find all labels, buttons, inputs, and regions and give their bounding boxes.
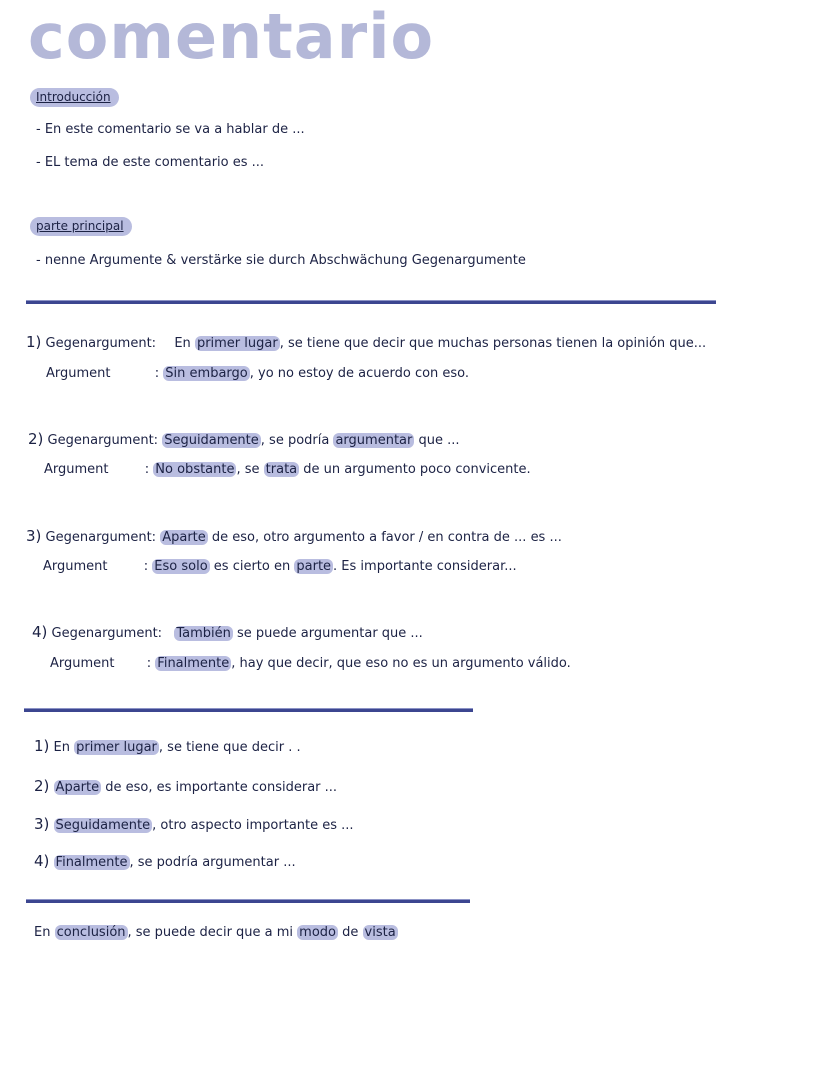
summary-item-2	[34, 777, 337, 795]
text: :	[144, 462, 154, 477]
divider-rule	[26, 899, 470, 903]
argument-1	[46, 366, 469, 381]
text: En	[174, 336, 195, 351]
divider-rule	[24, 708, 473, 712]
text: es cierto en	[209, 559, 295, 574]
text: se puede argumentar que ...	[232, 626, 423, 641]
highlight: Eso solo	[154, 559, 208, 574]
page-title: comentario	[28, 0, 435, 73]
gegenargument-label: Gegenargument:	[45, 530, 157, 545]
highlight: primer lugar	[196, 336, 278, 351]
gegenargument-4	[32, 623, 423, 641]
gegenargument-2	[28, 430, 460, 448]
text: de eso, es importante considerar ...	[101, 780, 338, 795]
text: :	[154, 366, 164, 381]
gegenargument-3	[26, 527, 562, 545]
gegenargument-label: Gegenargument:	[45, 336, 157, 351]
text: :	[146, 656, 156, 671]
highlight: trata	[265, 462, 298, 477]
highlight: argumentar	[335, 433, 413, 448]
highlight: modo	[299, 925, 336, 940]
highlight: conclusión	[56, 925, 126, 940]
argument-4	[50, 656, 571, 671]
text: En	[34, 925, 55, 940]
text: , yo no estoy de acuerdo con eso.	[249, 366, 470, 381]
text: , se tiene que decir . .	[158, 740, 301, 755]
item-number: 4)	[32, 623, 48, 641]
conclusion-line	[34, 925, 398, 940]
text: :	[143, 559, 153, 574]
item-number: 1)	[34, 737, 50, 755]
highlight: primer lugar	[76, 740, 157, 755]
highlight: Finalmente	[157, 656, 230, 671]
summary-item-3	[34, 815, 354, 833]
intro-tag: Introducción	[30, 88, 119, 107]
argument-2	[44, 462, 531, 477]
text: , se podría	[260, 433, 334, 448]
highlight: Seguidamente	[164, 433, 259, 448]
highlight: Aparte	[162, 530, 206, 545]
highlight: Seguidamente	[55, 818, 151, 833]
item-number: 3)	[34, 815, 50, 833]
text: de	[338, 925, 363, 940]
argument-label: Argument	[44, 462, 109, 477]
highlight: parte	[296, 559, 332, 574]
gegenargument-1	[26, 333, 706, 351]
text: de un argumento poco convicente.	[299, 462, 531, 477]
text: , se	[236, 462, 264, 477]
item-number: 1)	[26, 333, 42, 351]
argument-3	[43, 559, 517, 574]
argument-label: Argument	[43, 559, 108, 574]
item-number: 2)	[34, 777, 50, 795]
text: . Es importante considerar...	[333, 559, 517, 574]
argument-label: Argument	[46, 366, 111, 381]
intro-line-1: - En este comentario se va a hablar de ...	[36, 122, 305, 137]
highlight: No obstante	[155, 462, 235, 477]
item-number: 3)	[26, 527, 42, 545]
gegenargument-label: Gegenargument:	[47, 433, 159, 448]
intro-line-2: - EL tema de este comentario es ...	[36, 155, 265, 170]
item-number: 2)	[28, 430, 44, 448]
text: , otro aspecto importante es ...	[152, 818, 354, 833]
item-number: 4)	[34, 852, 50, 870]
main-tag: parte principal	[30, 217, 132, 236]
summary-item-1	[34, 737, 301, 755]
highlight: Sin embargo	[165, 366, 248, 381]
gegenargument-label: Gegenargument:	[51, 626, 163, 641]
text: que ...	[414, 433, 460, 448]
highlight: vista	[364, 925, 396, 940]
text: , se puede decir que a mi	[127, 925, 298, 940]
text: En	[53, 740, 75, 755]
text: , hay que decir, que eso no es un argumento válido.	[231, 656, 571, 671]
highlight: Finalmente	[55, 855, 128, 870]
divider-rule	[26, 300, 716, 304]
highlight: Aparte	[55, 780, 100, 795]
main-line: - nenne Argumente & verstärke sie durch Abschwächung Gegenargumente	[36, 253, 526, 268]
highlight: También	[176, 626, 231, 641]
summary-item-4	[34, 852, 296, 870]
argument-label: Argument	[50, 656, 115, 671]
text: de eso, otro argumento a favor / en contra de ... es ...	[207, 530, 562, 545]
text: , se podría argumentar ...	[129, 855, 296, 870]
text: , se tiene que decir que muchas personas tienen la opinión que...	[279, 336, 707, 351]
